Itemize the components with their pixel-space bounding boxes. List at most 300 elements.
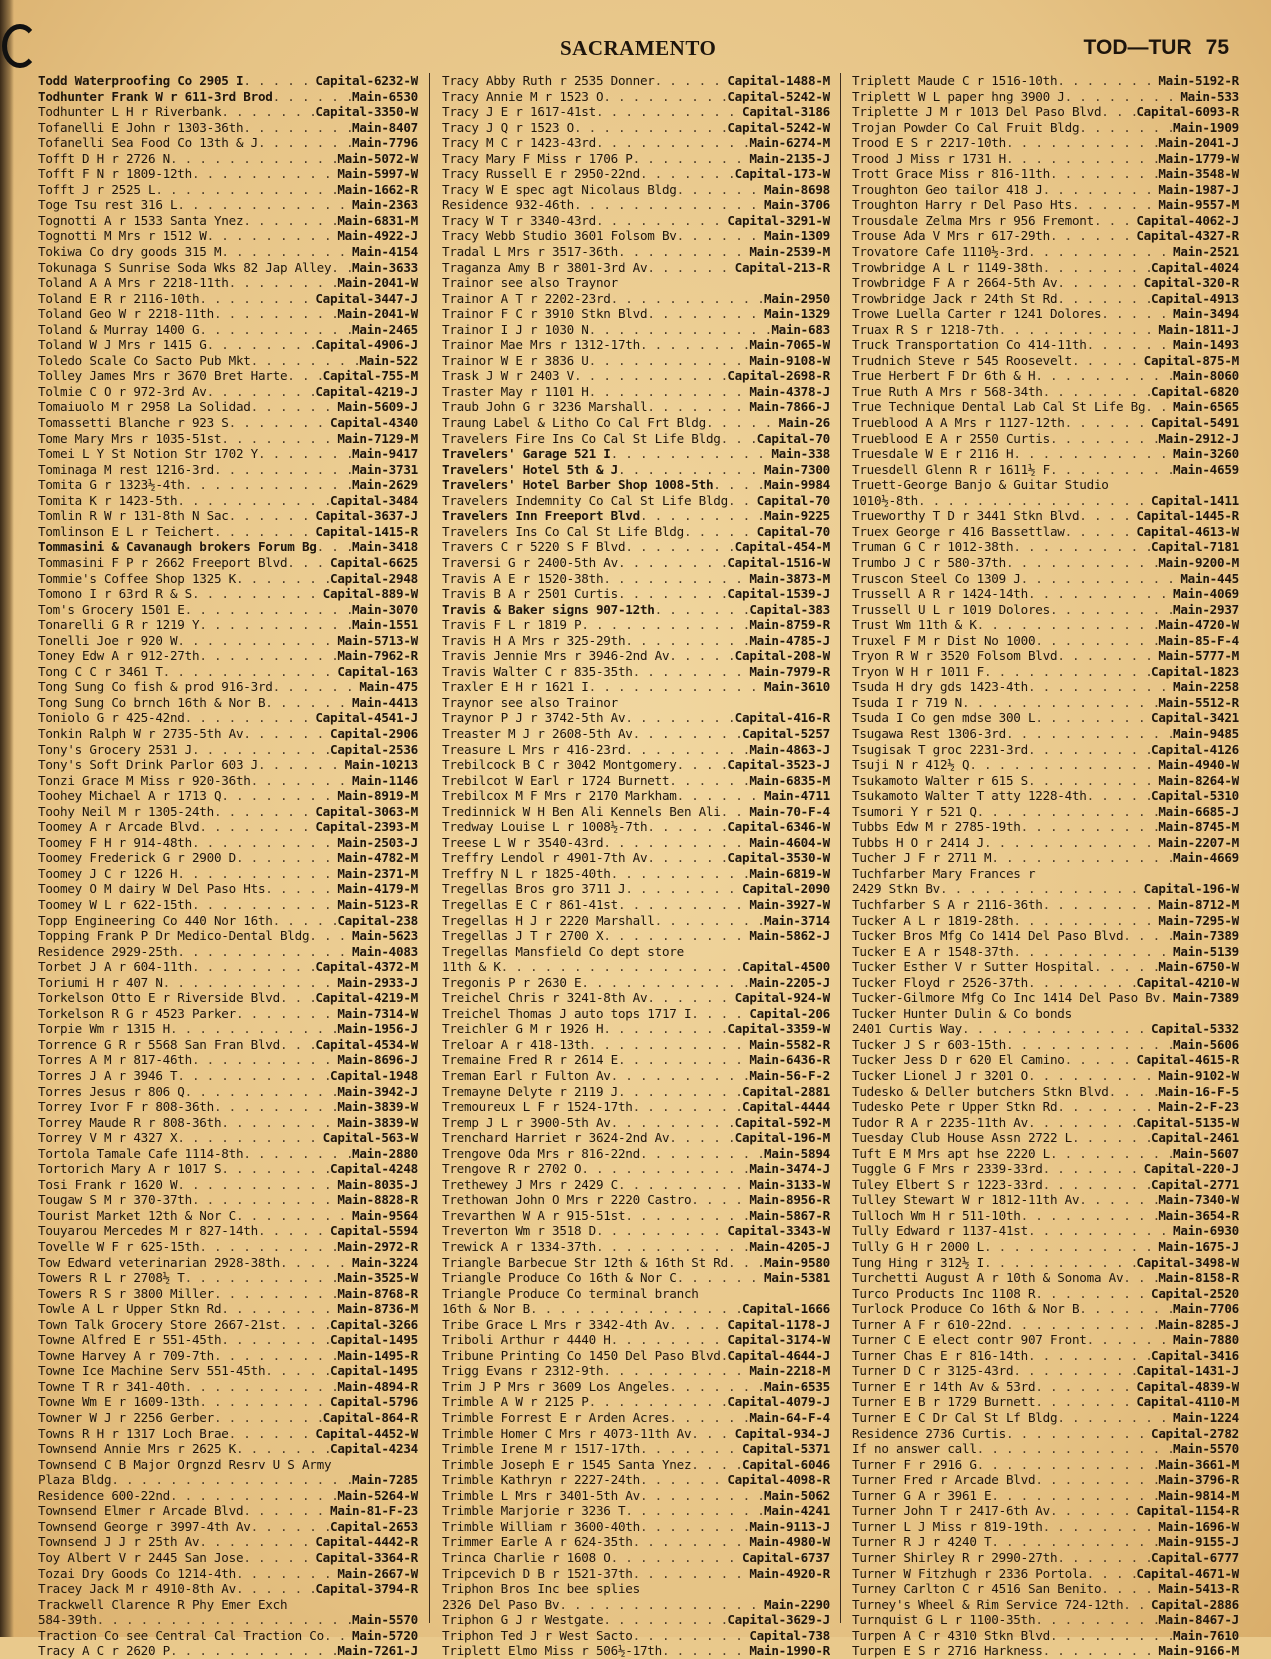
listing-name: Turpen E S r 2716 Harkness <box>852 1643 1043 1659</box>
listing-name: Travis Walter C r 835-35th <box>442 663 633 679</box>
page-number: 75 <box>1205 36 1229 59</box>
listing-entry <box>852 1223 1239 1239</box>
listing-entry <box>38 399 418 415</box>
listing-entry <box>852 742 1239 758</box>
phone-number: Main-6565 <box>1173 399 1239 415</box>
column-divider <box>429 73 430 1623</box>
listing-name: Turner E B r 1729 Burnett <box>852 1394 1036 1410</box>
listing-name: Turner A F r 610-22nd <box>852 1316 1006 1332</box>
leader-dots <box>192 742 330 758</box>
leader-dots <box>214 306 337 322</box>
phone-number: Main-4940-W <box>1158 757 1239 773</box>
phone-number: Main-445 <box>1180 570 1239 586</box>
leader-dots <box>1043 1177 1151 1193</box>
leader-dots <box>243 1550 315 1566</box>
listing-name: Tsukamoto Walter r 615 S <box>852 772 1028 788</box>
listing-entry <box>442 1348 830 1364</box>
phone-number: Capital-1488-M <box>727 73 830 88</box>
listing-entry <box>442 539 830 555</box>
listing-entry <box>852 260 1239 276</box>
listing-entry <box>442 322 830 338</box>
phone-number: Capital-4024 <box>1151 259 1239 275</box>
leader-dots <box>1035 710 1151 726</box>
leader-dots <box>199 1534 315 1550</box>
listing-name: Tucker Jess D r 620 El Camino <box>852 1052 1065 1068</box>
phone-number: Main-1662-R <box>337 181 418 197</box>
listing-name: Traversi G r 2400-5th Av <box>442 554 618 570</box>
phone-number: Main-70-F-4 <box>749 803 830 819</box>
listing-entry <box>38 1286 418 1302</box>
leader-dots <box>940 881 1144 897</box>
listing-entry <box>852 1472 1239 1488</box>
leader-dots <box>1065 415 1151 431</box>
listing-name: Trimble Kathryn r 2227-24th <box>442 1472 640 1488</box>
listing-name: Triplette J M r 1013 Del Paso Blvd <box>852 104 1102 120</box>
listing-entry <box>38 586 418 602</box>
phone-number: Capital-5796 <box>330 1394 418 1410</box>
listing-entry <box>442 1457 830 1473</box>
phone-number: Capital-1539-J <box>727 586 830 602</box>
listing-name: Trimble A W r 2125 P <box>442 1394 589 1410</box>
listing-entry <box>852 89 1239 105</box>
leader-dots <box>214 1099 337 1115</box>
listing-entry <box>38 571 418 587</box>
phone-number: Main-9108-W <box>749 352 830 368</box>
listing-name: Travis H A Mrs r 325-29th <box>442 632 626 648</box>
listing-entry <box>38 773 418 789</box>
listing-entry <box>38 664 418 680</box>
listing-entry <box>38 244 418 260</box>
listing-name: 1010½-8th <box>852 492 918 508</box>
leader-dots <box>611 1115 735 1131</box>
phone-number: Main-7295-W <box>1158 912 1239 928</box>
leader-dots <box>1145 399 1173 415</box>
listing-name: Town Talk Grocery Store 2667-21st <box>38 1316 280 1332</box>
listing-entry <box>442 1177 830 1193</box>
listing-entry <box>852 1379 1239 1395</box>
leader-dots <box>977 804 1159 820</box>
phone-number: Main-5777-M <box>1158 648 1239 664</box>
listing-name: Treman Earl r Fulton Av <box>442 1068 611 1083</box>
phone-number: Main-5867-R <box>749 1207 830 1223</box>
listing-name: Torres A M r 817-46th <box>38 1052 192 1068</box>
listing-entry <box>852 368 1239 384</box>
phone-number: Capital-6093-R <box>1136 104 1239 120</box>
leader-dots <box>1123 928 1173 944</box>
leader-dots <box>589 1037 750 1053</box>
leader-dots <box>603 835 749 851</box>
phone-number: Capital-416-R <box>734 710 830 726</box>
listing-entry <box>38 928 418 944</box>
leader-dots <box>574 197 764 213</box>
listing-entry <box>38 477 418 493</box>
listing-entry <box>852 135 1239 151</box>
listing-name: Tolmie C O r 972-3rd Av <box>38 383 207 399</box>
phone-number: Main-2135-J <box>749 150 830 166</box>
listing-entry <box>852 337 1239 353</box>
phone-number: Main-9113-J <box>749 1518 830 1534</box>
leader-dots <box>1028 1348 1151 1364</box>
phone-number: Capital-2948 <box>330 570 418 586</box>
leader-dots <box>1013 539 1151 555</box>
phone-number: Main-9485 <box>1173 725 1239 741</box>
phone-number: Capital-213-R <box>734 259 830 275</box>
listing-entry <box>442 228 830 244</box>
listing-entry <box>852 120 1239 136</box>
listing-name: Turner R J r 4240 T <box>852 1534 992 1550</box>
leader-dots <box>640 508 764 524</box>
listing-entry <box>852 244 1239 260</box>
leader-dots <box>185 477 352 493</box>
leader-dots <box>236 571 330 587</box>
phone-number: Capital-755-M <box>322 368 418 384</box>
listing-name: Tomono I r 63rd R & S <box>38 586 192 602</box>
leader-dots <box>170 1643 337 1659</box>
listing-entry <box>852 275 1239 291</box>
leader-dots <box>611 446 772 462</box>
leader-dots <box>199 819 315 835</box>
leader-dots <box>596 213 727 229</box>
listing-name: Turner G A r 3961 E <box>852 1487 992 1503</box>
phone-number: Main-3474-J <box>749 1161 830 1177</box>
listing-name: Treichel Thomas J auto tops 1717 I <box>442 1005 692 1021</box>
phone-number: Main-1987-J <box>1158 181 1239 197</box>
listing-name: Topp Engineering Co 440 Nor 16th <box>38 912 273 928</box>
listing-name: Trood E S r 2217-10th <box>852 135 1006 151</box>
listing-name: Trudnich Steve r 545 Roosevelt <box>852 352 1072 368</box>
listing-entry <box>442 213 830 229</box>
listing-entry <box>852 633 1239 649</box>
listing-name: Trimmer Earle A r 624-35th <box>442 1534 633 1550</box>
phone-number: Main-2041-W <box>337 306 418 322</box>
leader-dots <box>677 788 764 804</box>
leader-dots <box>1028 975 1136 991</box>
phone-number: Capital-4219-J <box>315 383 418 399</box>
listing-name: Tolley James Mrs r 3670 Bret Harte <box>38 368 288 384</box>
phone-number: Main-2933-J <box>337 974 418 990</box>
phone-number: Capital-738 <box>749 1627 830 1643</box>
listing-name: Todd Waterproofing Co 2905 I <box>38 73 244 88</box>
phone-number: Capital-4613-W <box>1136 523 1239 539</box>
listing-entry <box>38 415 418 431</box>
leader-dots <box>991 850 1173 866</box>
leader-dots <box>1050 462 1173 478</box>
leader-dots <box>1043 1161 1144 1177</box>
listing-name: Tracy Abby Ruth r 2535 Donner <box>442 73 655 88</box>
listing-name: Trainor Mae Mrs r 1312-17th <box>442 337 640 353</box>
phone-number: Main-10213 <box>344 757 418 773</box>
listing-entry <box>38 135 418 151</box>
phone-number: Capital-2653 <box>330 1518 418 1534</box>
leader-dots <box>1057 1099 1158 1115</box>
leader-dots <box>1050 166 1158 182</box>
listing-name: Trowbridge Jack r 24th St Rd <box>852 290 1058 306</box>
listing-entry <box>852 1503 1239 1519</box>
phone-number: Capital-4534-W <box>315 1036 418 1052</box>
phone-number: Capital-864-R <box>322 1410 418 1426</box>
leader-dots <box>618 1084 742 1100</box>
listing-name: Tregonis P r 2630 E <box>442 974 582 990</box>
listing-name: Turpen A C r 4310 Stkn Blvd <box>852 1627 1050 1643</box>
listing-name: Tregellas Mansfield Co dept store <box>442 943 684 959</box>
listing-entry <box>442 1332 830 1348</box>
leader-dots <box>669 1317 727 1333</box>
phone-number: Capital-3350-W <box>315 104 418 120</box>
listing-name: Tucher J F r 2711 M <box>852 850 992 866</box>
listing-entry <box>442 135 830 151</box>
listing-entry <box>442 1317 830 1333</box>
listing-name: Turner Shirley R r 2990-27th <box>852 1549 1058 1565</box>
listing-name: Trust Wm 11th & K <box>852 617 977 633</box>
listing-entry <box>852 881 1239 897</box>
listing-name: Tokunaga S Sunrise Soda Wks 82 Jap Alley <box>38 259 332 275</box>
leader-dots <box>1021 1208 1159 1224</box>
listing-entry <box>852 1363 1239 1379</box>
listing-name: True Ruth A Mrs r 568-34th <box>852 383 1043 399</box>
listing-name: Tommie's Coffee Shop 1325 K <box>38 570 236 586</box>
listing-name: Tracy W T r 3340-43rd <box>442 212 596 228</box>
listing-entry <box>852 493 1239 509</box>
leader-dots <box>1035 1472 1158 1488</box>
listing-name: Tosi Frank r 1620 W <box>38 1176 178 1192</box>
leader-dots <box>640 1519 749 1535</box>
leader-dots <box>1035 1394 1136 1410</box>
phone-number: Capital-5242-W <box>727 119 830 135</box>
phone-number: Main-2521 <box>1173 244 1239 260</box>
phone-number: Main-7314-W <box>337 1005 418 1021</box>
listing-name: Tsugawa Rest 1306-3rd <box>852 725 1006 741</box>
leader-dots <box>677 228 764 244</box>
listing-entry <box>38 1519 418 1535</box>
leader-dots <box>669 1379 764 1395</box>
phone-number: Main-2205-J <box>749 974 830 990</box>
listing-entry <box>38 306 418 322</box>
listing-entry <box>38 228 418 244</box>
listing-entry <box>852 1410 1239 1426</box>
phone-number: Main-6750-W <box>1158 959 1239 975</box>
phone-number: Capital-3359-W <box>727 1021 830 1037</box>
listing-entry <box>442 1581 830 1597</box>
listing-entry <box>852 648 1239 664</box>
leader-dots <box>229 508 316 524</box>
listing-entry <box>442 1130 830 1146</box>
phone-number: Main-475 <box>359 679 418 695</box>
leader-dots <box>1087 337 1173 353</box>
listing-entry <box>852 213 1239 229</box>
leader-dots <box>221 244 352 260</box>
phone-number: Capital-2782 <box>1151 1425 1239 1441</box>
leader-dots <box>1079 508 1136 524</box>
phone-number: Capital-1948 <box>330 1068 418 1083</box>
phone-number: Capital-1154-R <box>1136 1503 1239 1519</box>
phone-number: Capital-1823 <box>1151 663 1239 679</box>
leader-dots <box>647 990 734 1006</box>
phone-number: Main-1224 <box>1173 1410 1239 1426</box>
phone-number: Main-7610 <box>1173 1627 1239 1643</box>
leader-dots <box>1028 742 1151 758</box>
leader-dots <box>185 1270 338 1286</box>
phone-number: Main-4659 <box>1173 461 1239 477</box>
listing-name: Tulloch Wm H r 511-10th <box>852 1207 1021 1223</box>
phone-number: Main-7389 <box>1173 928 1239 944</box>
listing-entry <box>852 897 1239 913</box>
listing-name: Tofft F N r 1809-12th <box>38 166 192 182</box>
page-header <box>0 36 1271 66</box>
listing-entry <box>852 1301 1239 1317</box>
leader-dots <box>1028 1115 1136 1131</box>
listing-entry <box>442 151 830 167</box>
listing-name: Troughton Geo tailor 418 J <box>852 181 1043 197</box>
listing-name: Traub John G r 3236 Marshall <box>442 399 648 415</box>
listing-entry <box>852 1597 1239 1613</box>
phone-number: Main-3224 <box>352 1254 418 1270</box>
listing-name: Traynor see also Trainor <box>442 694 618 710</box>
phone-number: Capital-875-M <box>1143 352 1239 368</box>
phone-number: Main-5062 <box>764 1487 830 1503</box>
leader-dots <box>214 804 315 820</box>
listing-name: Toomey Frederick G r 2900 D <box>38 850 236 866</box>
phone-number: Capital-3523-J <box>727 757 830 773</box>
phone-number: Capital-3637-J <box>315 508 418 524</box>
listing-name: Townsend C B Major Orgnzd Resrv U S Army <box>38 1456 332 1472</box>
leader-dots <box>1050 1146 1173 1162</box>
listing-entry <box>852 446 1239 462</box>
leader-dots <box>625 539 734 555</box>
listing-entry <box>38 975 418 991</box>
listing-name: Turner E C Dr Cal St Lf Bldg <box>852 1410 1058 1426</box>
phone-number: Main-8158-R <box>1158 1270 1239 1286</box>
phone-number: Capital-4234 <box>330 1441 418 1457</box>
listing-name: Tuggle G F Mrs r 2339-33rd <box>852 1161 1043 1177</box>
listing-name: Truscon Steel Co 1309 J <box>852 570 1021 586</box>
phone-number: Main-6685-J <box>1158 803 1239 819</box>
listing-name: Turner W Fitzhugh r 2336 Portola <box>852 1565 1087 1581</box>
phone-number: Main-3654-R <box>1158 1207 1239 1223</box>
listing-entry <box>442 555 830 571</box>
phone-number: Capital-4327-R <box>1136 228 1239 244</box>
listing-name: 2326 Del Paso Bv <box>442 1596 560 1612</box>
listing-entry <box>852 757 1239 773</box>
listing-name: Treffry Lendol r 4901-7th Av <box>442 850 648 866</box>
leader-dots <box>647 850 727 866</box>
leader-dots <box>1079 1301 1173 1317</box>
phone-number: Capital-6777 <box>1151 1549 1239 1565</box>
phone-number: Main-2667-W <box>337 1565 418 1581</box>
leader-dots <box>1050 1628 1173 1644</box>
phone-number: Capital-4110-M <box>1136 1394 1239 1410</box>
leader-dots <box>163 975 338 991</box>
leader-dots <box>655 913 764 929</box>
phone-number: Main-3610 <box>764 679 830 695</box>
leader-dots <box>684 524 757 540</box>
listing-name: Tully G H r 2000 L <box>852 1239 984 1255</box>
leader-dots <box>1035 1286 1151 1302</box>
phone-number: Main-3927-W <box>749 896 830 912</box>
phone-number: Capital-4340 <box>330 415 418 431</box>
phone-number: Capital-2771 <box>1151 1176 1239 1192</box>
leader-dots <box>1057 73 1158 89</box>
listing-name: Tow Edward veterinarian 2928-38th <box>38 1254 280 1270</box>
listing-name: Treverton Wm r 3518 D <box>442 1223 596 1239</box>
leader-dots <box>669 648 734 664</box>
phone-number: Capital-924-W <box>734 990 830 1006</box>
listing-entry <box>442 1597 830 1613</box>
leader-dots <box>977 617 1159 633</box>
phone-number: Main-5570 <box>352 1612 418 1628</box>
listing-entry <box>852 477 1239 493</box>
phone-number: Capital-4906-J <box>315 337 418 353</box>
leader-dots <box>647 260 734 276</box>
leader-dots <box>280 990 315 1006</box>
listing-name: Turchetti August A r 10th & Sonoma Av <box>852 1270 1124 1286</box>
listing-name: Trevarthen W A r 915-51st <box>442 1207 626 1223</box>
listing-entry <box>442 1363 830 1379</box>
listing-name: Towers R S r 3800 Miller <box>38 1285 214 1301</box>
listing-name: Trimble Homer C Mrs r 4073-11th Av <box>442 1425 692 1441</box>
listing-name: Tracy J Q r 1523 O <box>442 119 574 135</box>
leader-dots <box>596 1239 749 1255</box>
listing-entry <box>442 89 830 105</box>
phone-number: Main-4604-W <box>749 834 830 850</box>
leader-dots <box>221 1115 337 1131</box>
leader-dots <box>192 1192 337 1208</box>
phone-number: Main-4154 <box>352 244 418 260</box>
phone-number: Main-9564 <box>352 1207 418 1223</box>
listing-entry <box>852 944 1239 960</box>
leader-dots <box>691 1457 742 1473</box>
listing-name: Torbet J A r 604-11th <box>38 959 192 975</box>
listing-name: Tougaw S M r 370-37th <box>38 1192 192 1208</box>
listing-name: Turner D C r 3125-43rd <box>852 1363 1014 1379</box>
listing-entry <box>442 1239 830 1255</box>
listing-name: Tuchfarber S A r 2116-36th <box>852 896 1043 912</box>
listing-entry <box>442 959 830 975</box>
leader-dots <box>618 1177 749 1193</box>
phone-number: Main-5264-W <box>337 1487 418 1503</box>
leader-dots <box>192 959 315 975</box>
phone-number: Main-8285-J <box>1158 1316 1239 1332</box>
leader-dots <box>214 1410 323 1426</box>
listing-name: Tucker-Gilmore Mfg Co Inc 1414 Del Paso Bv <box>852 990 1160 1006</box>
listing-entry <box>38 757 418 773</box>
leader-dots <box>574 368 727 384</box>
leader-dots <box>618 555 727 571</box>
phone-number: Capital-320-R <box>1143 275 1239 291</box>
phone-number: Main-5192-R <box>1158 73 1239 88</box>
listing-entry <box>38 1270 418 1286</box>
leader-dots <box>1035 1612 1158 1628</box>
listing-entry <box>852 73 1239 89</box>
listing-name: Trim J P Mrs r 3609 Los Angeles <box>442 1378 670 1394</box>
listing-name: Torrence G R r 5568 San Fran Blvd <box>38 1036 280 1052</box>
listing-entry <box>442 1146 830 1162</box>
listing-entry <box>442 1441 830 1457</box>
leader-dots <box>214 1348 337 1364</box>
leader-dots <box>170 1021 337 1037</box>
leader-dots <box>603 928 749 944</box>
phone-number: Main-8060 <box>1173 368 1239 384</box>
leader-dots <box>229 275 338 291</box>
listing-name: Tracy M C r 1423-43rd <box>442 135 596 151</box>
phone-number: Main-3839-W <box>337 1099 418 1115</box>
phone-number: Capital-4615-R <box>1136 1052 1239 1068</box>
phone-number: Main-9102-W <box>1158 1068 1239 1083</box>
listing-name: Trousdale Zelma Mrs r 956 Fremont <box>852 212 1094 228</box>
listing-name: Trewick A r 1334-37th <box>442 1239 596 1255</box>
listing-entry <box>852 1255 1239 1271</box>
listing-entry <box>442 1115 830 1131</box>
listing-entry <box>852 710 1239 726</box>
